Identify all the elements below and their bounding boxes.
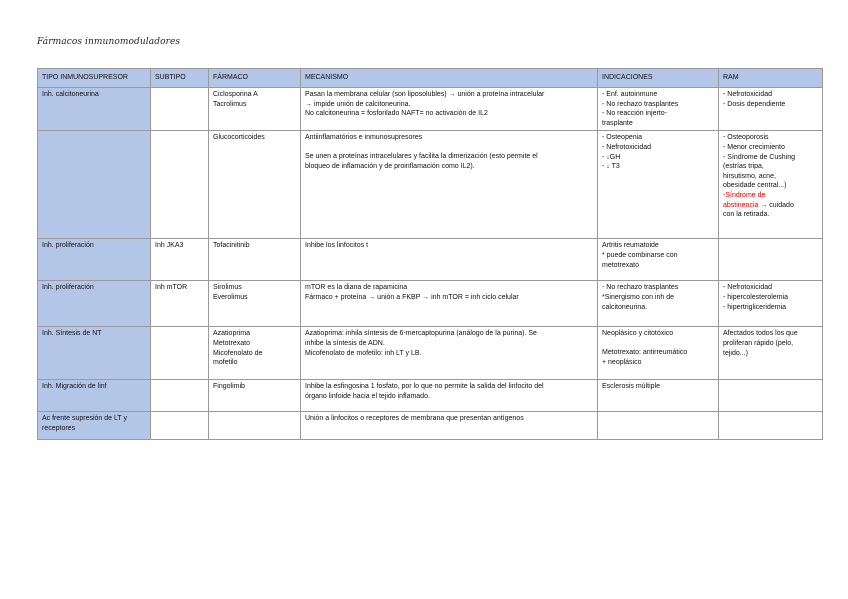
cell-indicaciones: - Enf. autoinmune - No rechazo trasplantes - No reacción injerto- trasplante xyxy=(598,88,719,131)
ram-warning-note: → cuidado con la retirada. xyxy=(723,201,794,219)
ram-list: - Osteoporosis - Menor crecimiento - Síndrome de Cushing (estrías tripa, hirsutismo, acne, obesidade central...) xyxy=(723,134,795,190)
cell-subtipo: Inh JKA3 xyxy=(151,239,209,281)
table-row xyxy=(38,239,823,281)
ram-warning: -Síndrome de abstinencia xyxy=(723,191,766,209)
cell-indicaciones xyxy=(598,327,719,380)
table-row xyxy=(38,412,823,440)
cell-mecanismo: Azatioprima: inhila síntesis de 6-mercaptopurina (análogo de la purina). Se inhibe la síntesis de ADN. Micofenolato de mofetilo: inh LT y LB. xyxy=(301,327,598,380)
cell-ram: - Nefrotoxicidad - hipercolesterolemia - hipertrigliceridemia xyxy=(719,281,823,327)
cell-farmaco: Ciclosporina A Tacrolimus xyxy=(209,88,301,131)
col-header-indicaciones: INDICACIONES xyxy=(598,69,719,88)
cell-ram: - Nefrotoxicidad - Dosis dependiente xyxy=(719,88,823,131)
cell-ram xyxy=(719,131,823,239)
table-row xyxy=(38,281,823,327)
cell-ram: Afectados todos los que proliferan rápido (pelo, tejido...) xyxy=(719,327,823,380)
cell-ram xyxy=(719,412,823,440)
cell-mecanismo: Inhibe los linfocitos t xyxy=(301,239,598,281)
document-title: Fármacos inmunomoduladores xyxy=(37,37,181,47)
cell-mecanismo: mTOR es la diana de rapamicina Fármaco + proteína → unión a FKBP → inh mTOR = inh ciclo celular xyxy=(301,281,598,327)
col-header-mecanismo: MECANISMO xyxy=(301,69,598,88)
cell-tipo: Inh. Síntesis de NT xyxy=(38,327,151,380)
drug-table xyxy=(37,68,823,440)
cell-farmaco: Azatioprima Metotrexato Micofenolato de mofetilo xyxy=(209,327,301,380)
cell-tipo: Inh. proliferación xyxy=(38,281,151,327)
col-header-tipo: TIPO INMUNOSUPRESOR xyxy=(38,69,151,88)
cell-tipo: Ac frente supresión de LT y receptores xyxy=(38,412,151,440)
table-row xyxy=(38,380,823,412)
cell-mecanismo: Inhibe la esfingosina 1 fosfato, por lo que no permite la salida del linfocito del órgano linfoide hacia el tejido inflamado. xyxy=(301,380,598,412)
cell-subtipo xyxy=(151,327,209,380)
cell-farmaco: Sirolimus Everolimus xyxy=(209,281,301,327)
cell-indicaciones: - Osteopenia - Nefrotoxicidad - ↓GH - ↓ T3 xyxy=(598,131,719,239)
indicaciones-detail: Metotrexato: antirreumático + neoplásico xyxy=(602,348,688,366)
cell-ram xyxy=(719,239,823,281)
cell-farmaco: Glucocorticoides xyxy=(209,131,301,239)
cell-subtipo xyxy=(151,380,209,412)
cell-mecanismo xyxy=(301,131,598,239)
cell-farmaco xyxy=(209,412,301,440)
col-header-farmaco: FÁRMACO xyxy=(209,69,301,88)
cell-indicaciones: Artritis reumatoide * puede combinarse con metotrexato xyxy=(598,239,719,281)
cell-indicaciones: - No rechazo trasplantes *Sinergismo con inh de calcitoneurina. xyxy=(598,281,719,327)
cell-farmaco: Tofacinitinib xyxy=(209,239,301,281)
cell-tipo: Inh. Migración de linf xyxy=(38,380,151,412)
cell-subtipo xyxy=(151,131,209,239)
table-row xyxy=(38,327,823,380)
cell-subtipo: Inh mTOR xyxy=(151,281,209,327)
col-header-subtipo: SUBTIPO xyxy=(151,69,209,88)
cell-tipo: Inh. proliferación xyxy=(38,239,151,281)
table-row xyxy=(38,88,823,131)
cell-mecanismo: Pasan la membrana celular (son liposolubles) → unión a proteína intracelular → impide unión de calcitoneurina. No calcitoneurina = fosforilado NAFT= no activación de IL2 xyxy=(301,88,598,131)
mecanismo-detail: Se unen a proteínas intracelulares y facilita la dimerización (esto permite el bloqueo de inflamación y de proinflamación como IL2). xyxy=(305,152,538,170)
cell-subtipo xyxy=(151,412,209,440)
header-row xyxy=(38,69,823,88)
cell-ram xyxy=(719,380,823,412)
cell-tipo: Inh. calcitoneurina xyxy=(38,88,151,131)
col-header-ram: RAM xyxy=(719,69,823,88)
cell-tipo xyxy=(38,131,151,239)
table-row xyxy=(38,131,823,239)
cell-indicaciones: Esclerosis múltiple xyxy=(598,380,719,412)
cell-indicaciones xyxy=(598,412,719,440)
cell-farmaco: Fingolimib xyxy=(209,380,301,412)
indicaciones-line: Neoplásico y citotóxico xyxy=(602,330,674,338)
cell-subtipo xyxy=(151,88,209,131)
cell-mecanismo: Unión a linfocitos o receptores de membrana que presentan antígenos xyxy=(301,412,598,440)
mecanismo-line: Antiinflamatórios e inmunosupresores xyxy=(305,134,423,142)
